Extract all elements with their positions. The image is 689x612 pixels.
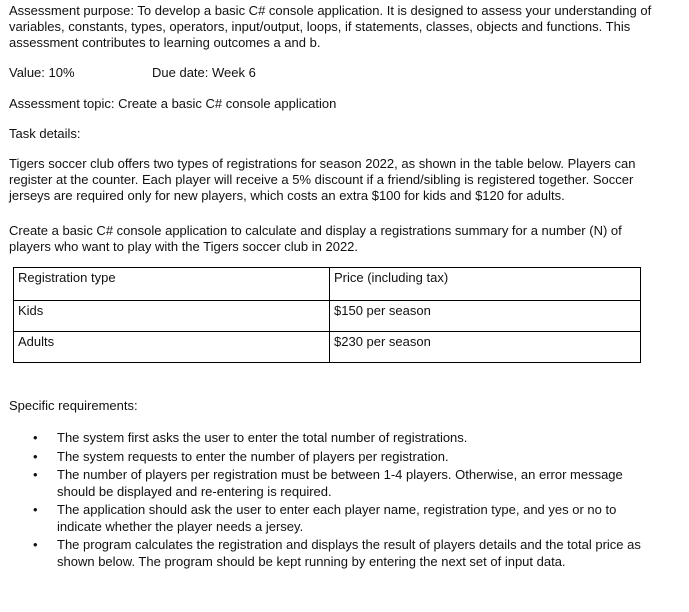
requirement-text: The number of players per registration must be between 1-4 players. Otherwise, an error message should be displayed and re-entering is required.: [57, 467, 623, 499]
table-row: [14, 301, 641, 332]
table-row: [14, 332, 641, 363]
header-price: Price (including tax): [330, 268, 641, 301]
table-cell-type: Kids: [14, 301, 330, 332]
bullet-icon: •: [33, 467, 38, 482]
value-due-row: [9, 65, 409, 81]
list-item: [30, 467, 650, 500]
table-cell-price: $150 per season: [330, 301, 641, 332]
task-instruction-paragraph: Create a basic C# console application to calculate and display a registrations summary for a number (N) of players who want to play with the Tigers soccer club in 2022.: [9, 223, 622, 254]
requirement-text: The system first asks the user to enter the total number of registrations.: [57, 430, 468, 445]
table-cell-price: $230 per season: [330, 332, 641, 363]
bullet-icon: •: [33, 502, 38, 517]
requirement-text: The application should ask the user to enter each player name, registration type, and yes or no to indicate whether the player needs a jersey.: [57, 502, 617, 534]
specific-requirements-heading: Specific requirements:: [9, 398, 138, 413]
table-header-row: [14, 268, 641, 301]
requirement-text: The program calculates the registration and displays the result of players details and the total price as shown below. The program should be kept running by entering the next set of input data.: [57, 537, 641, 569]
requirements-list: [30, 430, 650, 572]
task-description-paragraph: Tigers soccer club offers two types of registrations for season 2022, as shown in the table below. Players can register at the counter. Each player will receive a 5% discount if a friend/sibling is registered together. Soccer jerseys are required only for new players, which costs an extra $100 for kids and $120 for adults.: [9, 156, 636, 203]
requirement-text: The system requests to enter the number of players per registration.: [57, 448, 449, 464]
list-item: [30, 430, 650, 447]
bullet-icon: •: [33, 448, 38, 464]
table-cell-type: Adults: [14, 332, 330, 363]
registration-price-table: [13, 267, 641, 363]
list-item: [30, 449, 650, 466]
assessment-topic: Assessment topic: Create a basic C# console application: [9, 96, 337, 111]
assessment-purpose: Assessment purpose: To develop a basic C# console application. It is designed to assess your understanding of variables, constants, types, operators, input/output, loops, if statements, classes, objects and functions. This assessment contributes to learning outcomes a and b.: [9, 3, 652, 50]
due-date-label: Due date: Week 6: [152, 65, 256, 80]
value-label: Value: 10%: [9, 65, 75, 80]
bullet-icon: •: [33, 537, 38, 552]
bullet-icon: •: [33, 430, 38, 445]
header-registration-type: Registration type: [14, 268, 330, 301]
task-details-heading: Task details:: [9, 126, 81, 141]
list-item: [30, 502, 650, 535]
list-item: [30, 537, 650, 570]
